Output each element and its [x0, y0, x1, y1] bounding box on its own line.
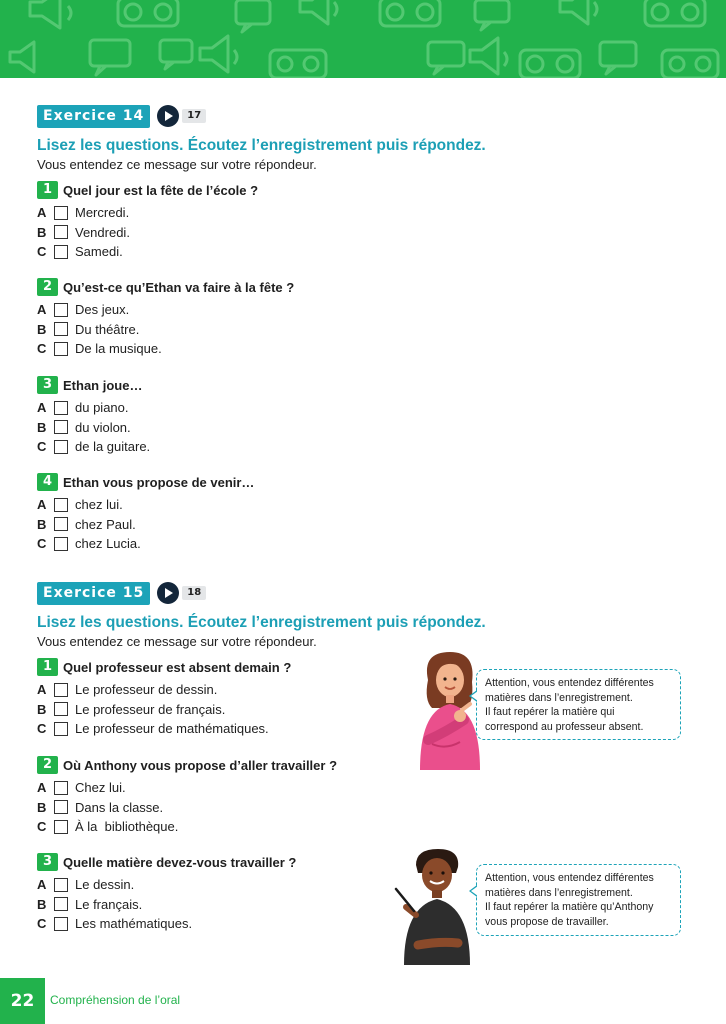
checkbox-icon[interactable]: [54, 820, 68, 834]
track-number: 17: [182, 109, 206, 123]
checkbox-icon[interactable]: [54, 245, 68, 259]
option-text: Les mathématiques.: [75, 916, 193, 932]
question-15-2: [37, 756, 337, 837]
option[interactable]: [37, 914, 296, 934]
option-text: Le professeur de mathématiques.: [75, 721, 269, 737]
option[interactable]: [37, 223, 258, 243]
option-text: Samedi.: [75, 244, 123, 260]
question-number: 1: [37, 658, 58, 676]
checkbox-icon[interactable]: [54, 702, 68, 716]
question-text: Quel jour est la fête de l’école ?: [63, 182, 259, 198]
speech-bubble-icon: [90, 40, 130, 75]
boombox-icon: [380, 0, 440, 26]
tip-line: matières dans l’enregistrement.: [485, 691, 633, 704]
section-title: Compréhension de l’oral: [50, 993, 181, 1007]
option-letter: A: [37, 302, 47, 318]
subtitle: Vous entendez ce message sur votre répondeur.: [37, 634, 317, 649]
question-text: Ethan joue…: [63, 377, 143, 393]
checkbox-icon[interactable]: [54, 401, 68, 415]
option[interactable]: [37, 817, 337, 837]
question-number: 2: [37, 756, 58, 774]
speech-bubble-icon: [428, 42, 464, 74]
checkbox-icon[interactable]: [54, 440, 68, 454]
question-14-4: [37, 473, 254, 554]
option[interactable]: [37, 320, 294, 340]
exercise-15-header: [37, 581, 486, 649]
option[interactable]: [37, 778, 337, 798]
option-letter: C: [37, 916, 47, 932]
option-letter: C: [37, 819, 47, 835]
checkbox-icon[interactable]: [54, 206, 68, 220]
option[interactable]: [37, 798, 337, 818]
checkbox-icon[interactable]: [54, 800, 68, 814]
speaker-icon: [10, 42, 34, 72]
tip-line: correspond au professeur absent.: [485, 720, 644, 733]
question-text: Où Anthony vous propose d’aller travailler ?: [63, 757, 338, 773]
boombox-icon: [662, 50, 718, 78]
option-letter: C: [37, 341, 47, 357]
man-illustration: [392, 845, 478, 969]
option[interactable]: [37, 495, 254, 515]
option[interactable]: [37, 875, 296, 895]
option-text: du violon.: [75, 419, 131, 435]
option-letter: A: [37, 682, 47, 698]
question-14-3: [37, 376, 150, 457]
option-text: Des jeux.: [75, 302, 130, 318]
option[interactable]: [37, 203, 258, 223]
checkbox-icon[interactable]: [54, 897, 68, 911]
boombox-icon: [118, 0, 178, 26]
exercise-label: Exercice 14: [37, 105, 150, 128]
option-text: Chez lui.: [75, 780, 126, 796]
question-number: 1: [37, 181, 58, 199]
option[interactable]: [37, 398, 150, 418]
instruction: Lisez les questions. Écoutez l’enregistrement puis répondez.: [37, 614, 486, 631]
speaker-icon: [300, 0, 337, 24]
tip-box-2: [476, 864, 681, 936]
option-text: du piano.: [75, 400, 129, 416]
option[interactable]: [37, 895, 296, 915]
option-letter: B: [37, 321, 47, 337]
speech-bubble-icon: [475, 0, 509, 30]
audio-pattern: [0, 0, 726, 78]
checkbox-icon[interactable]: [54, 781, 68, 795]
option-letter: A: [37, 400, 47, 416]
question-14-1: [37, 181, 258, 262]
tip-line: Il faut repérer la matière qu’Anthony: [485, 901, 654, 914]
checkbox-icon[interactable]: [54, 917, 68, 931]
option-letter: A: [37, 497, 47, 513]
checkbox-icon[interactable]: [54, 342, 68, 356]
option[interactable]: [37, 242, 258, 262]
question-number: 3: [37, 853, 58, 871]
option-text: de la guitare.: [75, 439, 151, 455]
option-letter: C: [37, 439, 47, 455]
option-text: De la musique.: [75, 341, 162, 357]
subtitle: Vous entendez ce message sur votre répondeur.: [37, 157, 317, 172]
page-number: 22: [0, 978, 45, 1024]
option-letter: C: [37, 244, 47, 260]
checkbox-icon[interactable]: [54, 537, 68, 551]
question-text: Ethan vous propose de venir…: [63, 474, 255, 490]
question-number: 4: [37, 473, 58, 491]
option-letter: B: [37, 224, 47, 240]
option-text: chez lui.: [75, 497, 123, 513]
checkbox-icon[interactable]: [54, 517, 68, 531]
option[interactable]: [37, 719, 291, 739]
option-letter: A: [37, 780, 47, 796]
tip-box-1: [476, 669, 681, 740]
boombox-icon: [645, 0, 705, 26]
tip-line: Il faut repérer la matière qui: [485, 706, 615, 719]
option[interactable]: [37, 700, 291, 720]
checkbox-icon[interactable]: [54, 303, 68, 317]
option-letter: B: [37, 701, 47, 717]
checkbox-icon[interactable]: [54, 878, 68, 892]
question-15-3: [37, 853, 296, 934]
option[interactable]: [37, 437, 150, 457]
option-letter: B: [37, 419, 47, 435]
option-text: Le dessin.: [75, 877, 135, 893]
option-letter: A: [37, 205, 47, 221]
option[interactable]: [37, 300, 294, 320]
option-text: Du théâtre.: [75, 321, 140, 337]
option-letter: B: [37, 799, 47, 815]
exercise-label: Exercice 15: [37, 582, 150, 605]
instruction: Lisez les questions. Écoutez l’enregistrement puis répondez.: [37, 137, 486, 154]
speaker-icon: [200, 36, 237, 72]
option-text: À la bibliothèque.: [75, 819, 179, 835]
tip-line: matières dans l’enregistrement.: [485, 886, 633, 899]
header-banner: [0, 0, 726, 78]
question-number: 2: [37, 278, 58, 296]
play-icon[interactable]: [157, 582, 179, 604]
checkbox-icon[interactable]: [54, 322, 68, 336]
boombox-icon: [520, 50, 580, 78]
option-text: Vendredi.: [75, 224, 130, 240]
question-14-2: [37, 278, 294, 359]
option-text: Le professeur de français.: [75, 701, 226, 717]
option-text: chez Paul.: [75, 516, 136, 532]
checkbox-icon[interactable]: [54, 420, 68, 434]
tip-line: Attention, vous entendez différentes: [485, 872, 654, 884]
option[interactable]: [37, 418, 150, 438]
option-letter: C: [37, 721, 47, 737]
option-letter: B: [37, 516, 47, 532]
checkbox-icon[interactable]: [54, 683, 68, 697]
speech-bubble-icon: [160, 40, 192, 69]
checkbox-icon[interactable]: [54, 225, 68, 239]
checkbox-icon[interactable]: [54, 498, 68, 512]
option[interactable]: [37, 339, 294, 359]
option-text: Le professeur de dessin.: [75, 682, 218, 698]
option[interactable]: [37, 680, 291, 700]
track-number: 18: [182, 586, 206, 600]
question-text: Qu’est-ce qu’Ethan va faire à la fête ?: [63, 279, 295, 295]
play-icon[interactable]: [157, 105, 179, 127]
speaker-icon: [30, 0, 71, 28]
speaker-icon: [470, 38, 507, 74]
checkbox-icon[interactable]: [54, 722, 68, 736]
tip-line: Attention, vous entendez différentes: [485, 677, 654, 689]
question-15-1: [37, 658, 291, 739]
exercise-14-header: [37, 104, 486, 172]
option-letter: A: [37, 877, 47, 893]
tip-line: vous propose de travailler.: [485, 915, 609, 928]
option-letter: B: [37, 896, 47, 912]
option-text: Le français.: [75, 896, 143, 912]
option-letter: C: [37, 536, 47, 552]
option-text: chez Lucia.: [75, 536, 141, 552]
boombox-icon: [270, 50, 326, 78]
speech-bubble-icon: [236, 0, 270, 32]
option-text: Dans la classe.: [75, 799, 164, 815]
option-text: Mercredi.: [75, 205, 130, 221]
speech-bubble-icon: [600, 42, 636, 74]
option[interactable]: [37, 534, 254, 554]
question-number: 3: [37, 376, 58, 394]
option[interactable]: [37, 515, 254, 535]
question-text: Quel professeur est absent demain ?: [63, 659, 292, 675]
question-text: Quelle matière devez-vous travailler ?: [63, 854, 297, 870]
speaker-icon: [560, 0, 597, 24]
